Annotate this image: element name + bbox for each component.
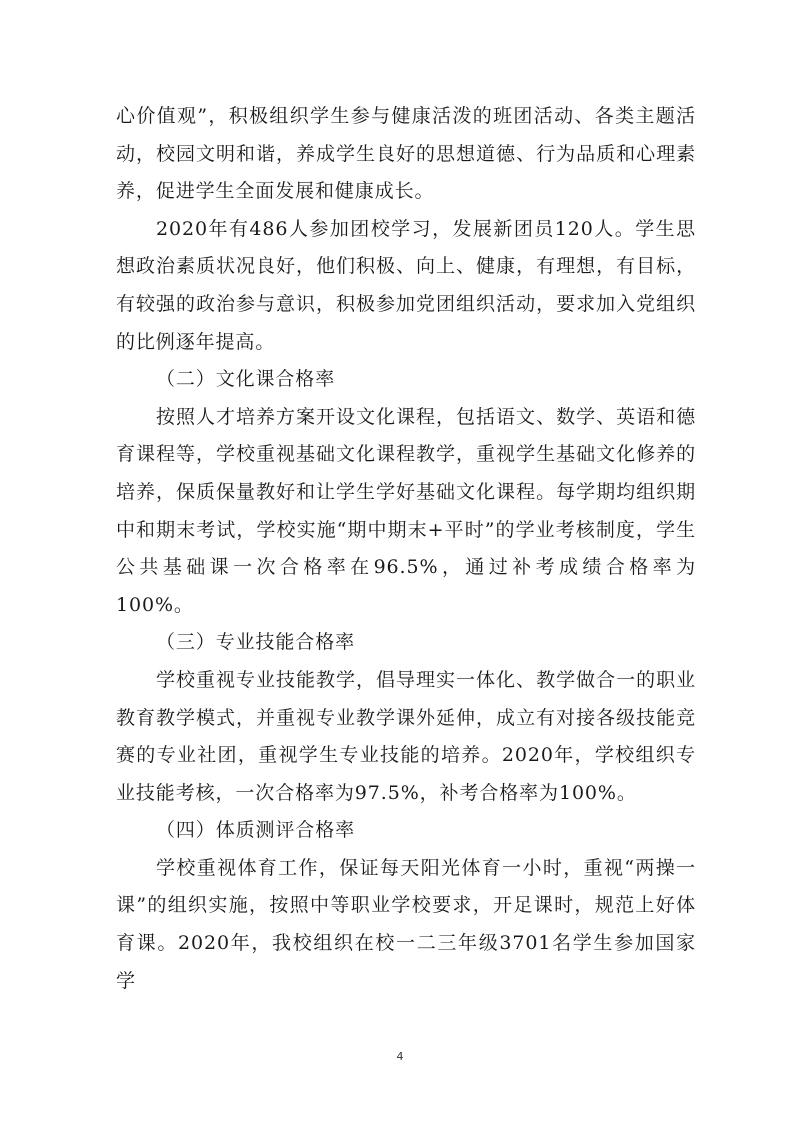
- paragraph-league-school: 2020年有486人参加团校学习，发展新团员120人。学生思想政治素质状况良好，他们积极、向上、健康，有理想，有目标，有较强的政治参与意识，积极参加党团组织活动，要求加入党组织的比例逐年提高。: [116, 217, 696, 353]
- paragraph-professional-skills: 学校重视专业技能教学，倡导理实一体化、教学做合一的职业教育教学模式，并重视专业教学课外延伸，成立有对接各级技能竞赛的专业社团，重视学生专业技能的培养。2020年，学校组织专业技能考核，一次合格率为97.5%，补考合格率为100%。: [116, 668, 696, 804]
- section-heading-culture-course: （二）文化课合格率: [156, 368, 336, 391]
- section-heading-physical-fitness: （四）体质测评合格率: [156, 819, 356, 842]
- section-heading-professional-skills: （三）专业技能合格率: [156, 631, 356, 654]
- document-body: [116, 98, 696, 1000]
- paragraph-culture-course: 按照人才培养方案开设文化课程，包括语文、数学、英语和德育课程等，学校重视基础文化课程教学，重视学生基础文化修养的培养，保质保量教好和让学生学好基础文化课程。每学期均组织期中和期末考试，学校实施“期中期末+平时”的学业考核制度，学生公共基础课一次合格率在96.5%，通过补考成绩合格率为100%。: [116, 405, 696, 616]
- paragraph-core-values: 心价值观”，积极组织学生参与健康活泼的班团活动、各类主题活动，校园文明和谐，养成学生良好的思想道德、行为品质和心理素养，促进学生全面发展和健康成长。: [116, 105, 696, 203]
- page-number: 4: [396, 1050, 404, 1063]
- paragraph-physical-fitness: 学校重视体育工作，保证每天阳光体育一小时，重视“两操一课”的组织实施，按照中等职业学校要求，开足课时，规范上好体育课。2020年，我校组织在校一二三年级3701名学生参加国家学: [116, 856, 696, 992]
